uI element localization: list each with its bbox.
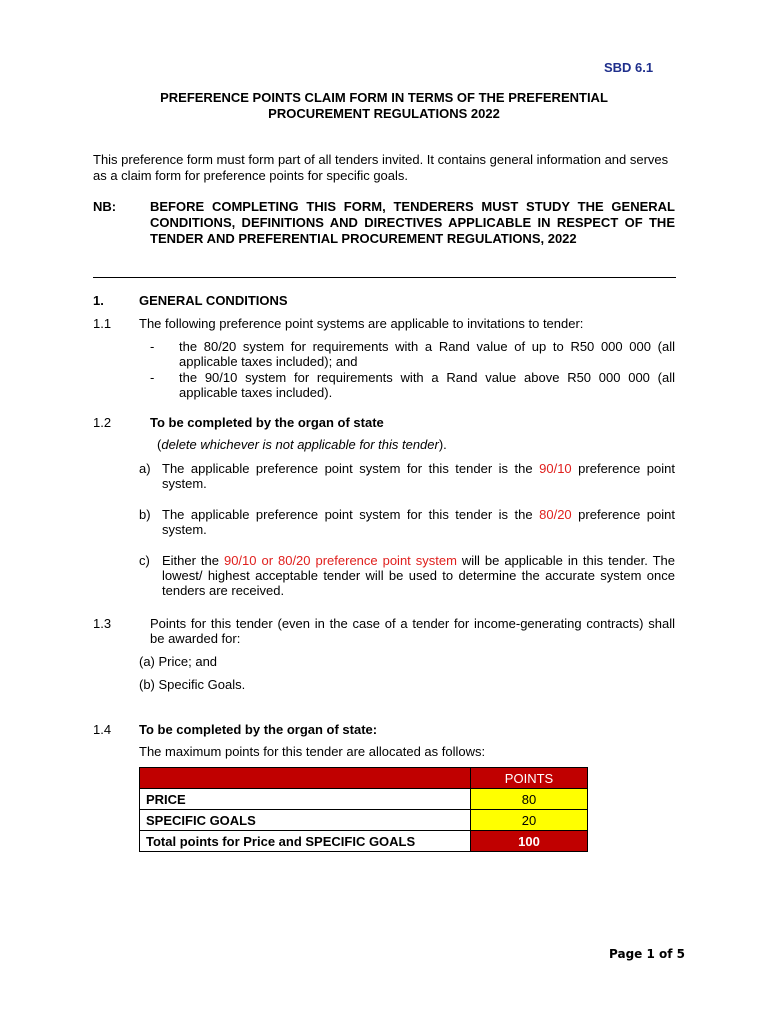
table-row — [140, 810, 588, 831]
item-b-highlight: 80/20 — [539, 507, 572, 522]
row-value-price: 80 — [471, 789, 588, 810]
row-value-specific-goals: 20 — [471, 810, 588, 831]
points-table — [139, 767, 588, 852]
bullet-dash: - — [150, 339, 155, 354]
clause-text-1-3: Points for this tender (even in the case of a tender for income-generating contracts) shall be awarded for: — [150, 616, 675, 646]
intro-paragraph: This preference form must form part of all tenders invited. It contains general information and serves as a claim form for preference points for specific goals. — [93, 152, 669, 183]
table-header-points: POINTS — [471, 768, 588, 789]
table-row — [140, 789, 588, 810]
table-header-blank — [140, 768, 471, 789]
item-text-c — [162, 553, 675, 598]
clause-number-1-1: 1.1 — [93, 316, 112, 331]
clause-heading-1-2: To be completed by the organ of state — [150, 415, 384, 430]
section-heading: GENERAL CONDITIONS — [139, 293, 288, 308]
nb-label: NB: — [93, 199, 117, 214]
page-number: Page 1 of 5 — [609, 947, 685, 961]
item-letter-a: a) — [139, 461, 151, 476]
item-a-pre: The applicable preference point system for this tender is the — [162, 461, 540, 476]
title-line-1: PREFERENCE POINTS CLAIM FORM IN TERMS OF THE PREFERENTIAL — [160, 90, 608, 105]
form-code: SBD 6.1 — [604, 60, 654, 75]
bullet-dash: - — [150, 370, 155, 385]
bullet-text-80-20: the 80/20 system for requirements with a Rand value of up to R50 000 000 (all applicable taxes included); and — [179, 339, 675, 369]
clause-heading-1-4: To be completed by the organ of state: — [139, 722, 378, 737]
item-c-post: will be applicable in this tender. The lowest/ highest acceptable tender will be used to determine the accurate system once tenders are received. — [162, 553, 675, 598]
item-b-pre: The applicable preference point system for this tender is the — [162, 507, 540, 522]
item-text-a — [162, 461, 675, 491]
section-number: 1. — [93, 293, 104, 308]
clause-number-1-3: 1.3 — [93, 616, 112, 631]
clause-number-1-2: 1.2 — [93, 415, 112, 430]
clause-text-1-1: The following preference point systems are applicable to invitations to tender: — [139, 316, 584, 331]
clause-number-1-4: 1.4 — [93, 722, 112, 737]
title-line-2: PROCUREMENT REGULATIONS 2022 — [268, 106, 500, 121]
total-value: 100 — [471, 831, 588, 852]
nb-text: BEFORE COMPLETING THIS FORM, TENDERERS MUST STUDY THE GENERAL CONDITIONS, DEFINITIONS AND DIRECTIVES APPLICABLE IN RESPECT OF THE TENDER AND PREFERENTIAL PROCUREMENT REGULATIONS, 2022 — [150, 199, 675, 246]
item-b-post: preference point system. — [162, 507, 675, 537]
clause-text-1-4: The maximum points for this tender are allocated as follows: — [139, 744, 486, 759]
row-label-specific-goals: SPECIFIC GOALS — [140, 810, 471, 831]
item-text-b — [162, 507, 675, 537]
note-italic: delete whichever is not applicable for this tender — [161, 437, 439, 452]
award-price: (a) Price; and — [139, 654, 218, 669]
note-close: ). — [438, 437, 447, 452]
item-c-highlight: 90/10 or 80/20 preference point system — [223, 553, 457, 568]
item-letter-c: c) — [139, 553, 150, 568]
divider-line — [93, 277, 676, 278]
table-total-row — [140, 831, 588, 852]
total-label: Total points for Price and SPECIFIC GOALS — [140, 831, 471, 852]
award-specific-goals: (b) Specific Goals. — [139, 677, 246, 692]
item-a-post: preference point system. — [162, 461, 675, 491]
table-header-row — [140, 768, 588, 789]
item-c-pre: Either the — [162, 553, 224, 568]
item-a-highlight: 90/10 — [539, 461, 572, 476]
note-open: ( — [157, 437, 162, 452]
clause-note-1-2 — [157, 437, 447, 452]
page-title — [93, 90, 675, 122]
row-label-price: PRICE — [140, 789, 471, 810]
item-letter-b: b) — [139, 507, 151, 522]
bullet-text-90-10: the 90/10 system for requirements with a Rand value above R50 000 000 (all applicable taxes included). — [179, 370, 675, 400]
